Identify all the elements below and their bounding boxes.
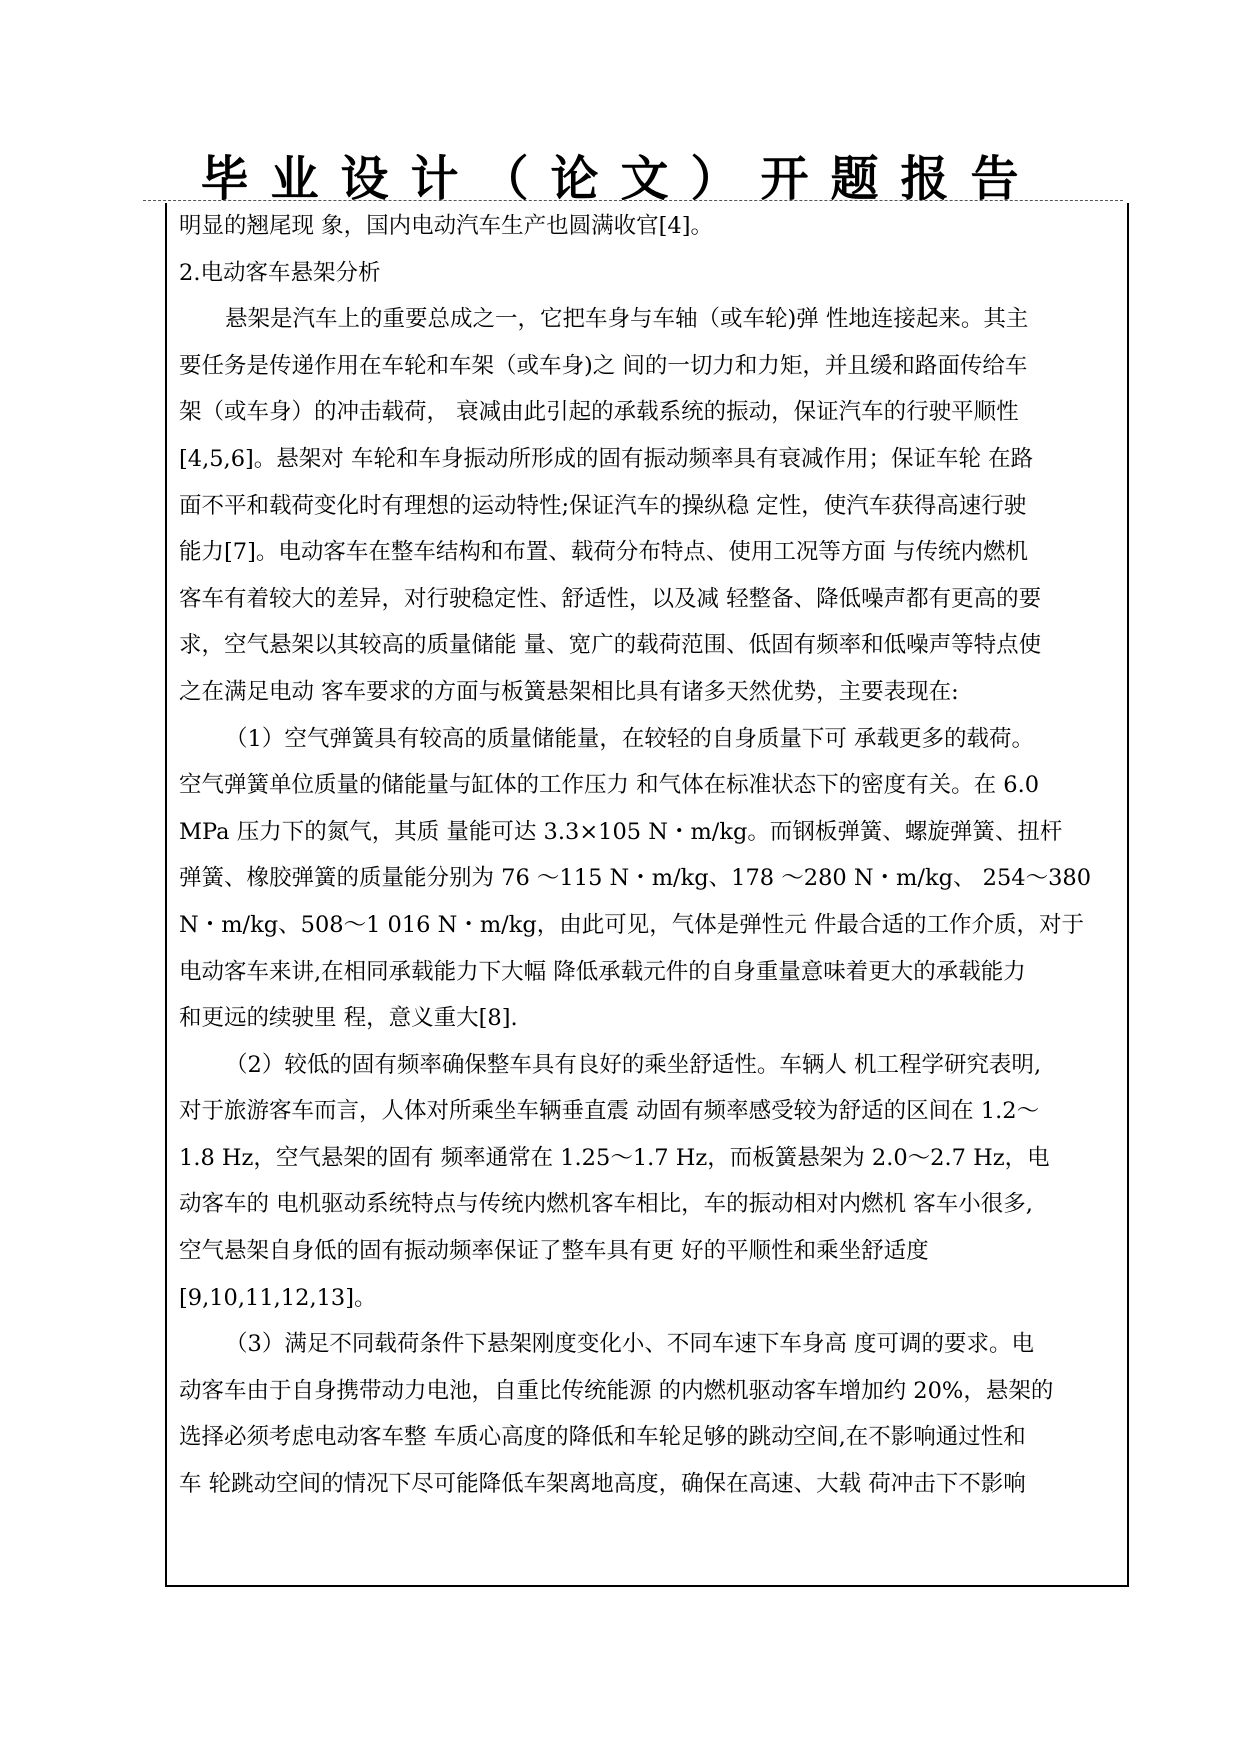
text-line: 之在满足电动 客车要求的方面与板簧悬架相比具有诸多天然优势，主要表现在: (179, 678, 959, 705)
text-line: 客车有着较大的差异，对行驶稳定性、舒适性，以及减 轻整备、降低噪声都有更高的要 (179, 585, 1042, 612)
text-line: 弹簧、橡胶弹簧的质量能分别为 76 ～115 N・m/kg、178 ～280 N・m/kg、 254～380 (179, 865, 1092, 892)
text-line: 悬架是汽车上的重要总成之一，它把车身与车轴（或车轮)弹 性地连接起来。其主 (225, 306, 1029, 333)
text-line: [4,5,6]。悬架对 车轮和车身振动所形成的固有振动频率具有衰减作用；保证车轮 在路 (179, 445, 1034, 472)
text-line: 空气弹簧单位质量的储能量与缸体的工作压力 和气体在标准状态下的密度有关。在 6.0 (179, 772, 1040, 799)
text-line: 2.电动客车悬架分析 (179, 259, 381, 286)
report-content-box (165, 203, 1129, 1587)
text-line: 能力[7]。电动客车在整车结构和布置、载荷分布特点、使用工况等方面 与传统内燃机 (179, 539, 1029, 566)
text-line: 动客车由于自身携带动力电池，自重比传统能源 的内燃机驱动客车增加约 20%，悬架的 (179, 1377, 1054, 1404)
header-divider (143, 200, 1123, 201)
text-line: N・m/kg、508～1 016 N・m/kg，由此可见，气体是弹性元 件最合适的工作介质，对于 (179, 911, 1084, 938)
report-body-text (179, 203, 1123, 1508)
text-line: 电动客车来讲,在相同承载能力下大幅 降低承载元件的自身重量意味着更大的承载能力 (179, 958, 1026, 985)
text-line: 对于旅游客车而言，人体对所乘坐车辆垂直震 动固有频率感受较为舒适的区间在 1.2～ (179, 1098, 1040, 1125)
text-line: 车 轮跳动空间的情况下尽可能降低车架离地高度，确保在高速、大载 荷冲击下不影响 (179, 1471, 1026, 1498)
text-line: 动客车的 电机驱动系统特点与传统内燃机客车相比，车的振动相对内燃机 客车小很多, (179, 1191, 1033, 1218)
text-line: 明显的翘尾现 象，国内电动汽车生产也圆满收官[4]。 (179, 213, 714, 239)
text-line: 求，空气悬架以其较高的质量储能 量、宽广的载荷范围、低固有频率和低噪声等特点使 (179, 632, 1042, 659)
text-line: （1）空气弹簧具有较高的质量储能量，在较轻的自身质量下可 承载更多的载荷。 (225, 725, 1034, 752)
text-line: MPa 压力下的氮气，其质 量能可达 3.3×105 N・m/kg。而钢板弹簧、螺旋弹簧、扭杆 (179, 818, 1063, 845)
text-line: 1.8 Hz，空气悬架的固有 频率通常在 1.25～1.7 Hz，而板簧悬架为 2.0～2.7 Hz，电 (179, 1144, 1050, 1171)
page-title: 毕业设计（论文）开题报告 (200, 151, 1041, 207)
text-line: （3）满足不同载荷条件下悬架刚度变化小、不同车速下车身高 度可调的要求。电 (225, 1331, 1034, 1358)
text-line: 选择必须考虑电动客车整 车质心高度的降低和车轮足够的跳动空间,在不影响通过性和 (179, 1424, 1026, 1451)
text-line: 架（或车身）的冲击载荷， 衰减由此引起的承载系统的振动，保证汽车的行驶平顺性 (179, 399, 1019, 426)
text-line: [9,10,11,12,13]。 (179, 1284, 377, 1311)
text-line: 和更远的续驶里 程，意义重大[8]. (179, 1005, 518, 1032)
text-line: 空气悬架自身低的固有振动频率保证了整车具有更 好的平顺性和乘坐舒适度 (179, 1238, 929, 1265)
text-line: 面不平和载荷变化时有理想的运动特性;保证汽车的操纵稳 定性，使汽车获得高速行驶 (179, 492, 1027, 519)
text-line: 要任务是传递作用在车轮和车架（或车身)之 间的一切力和力矩，并且缓和路面传给车 (179, 352, 1028, 379)
text-line: （2）较低的固有频率确保整车具有良好的乘坐舒适性。车辆人 机工程学研究表明, (225, 1051, 1042, 1078)
